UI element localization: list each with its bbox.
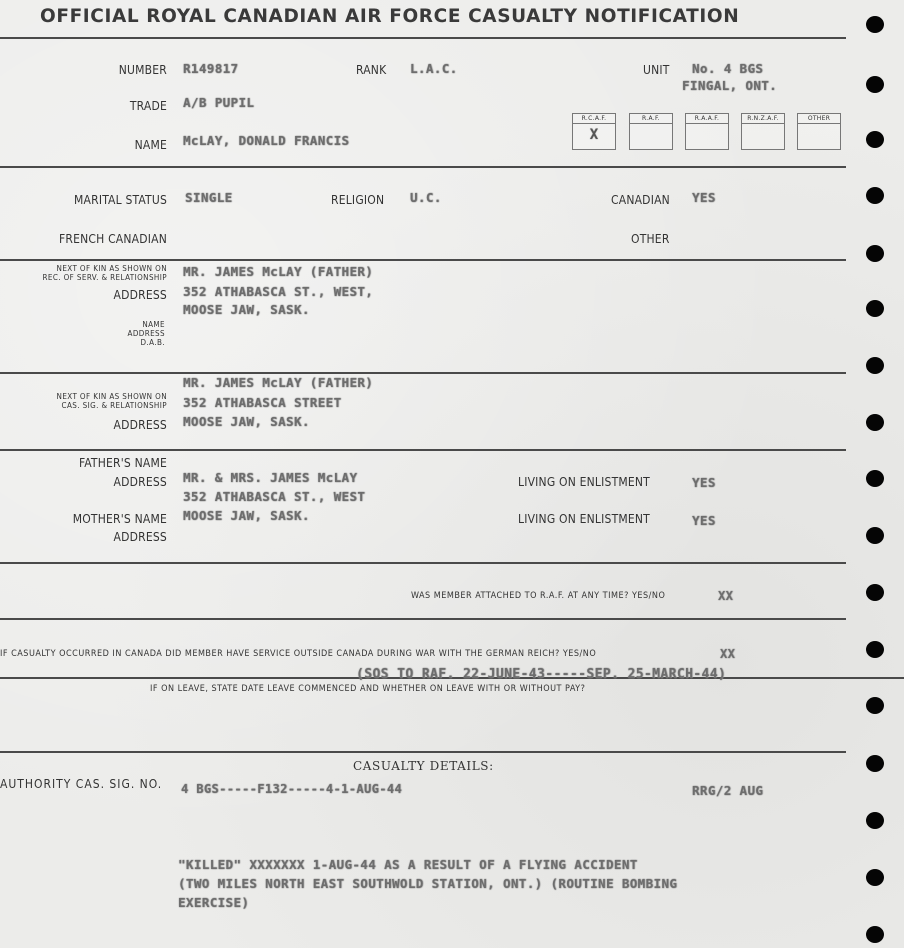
punch-hole [866, 131, 884, 148]
name-value: McLAY, DONALD FRANCIS [183, 133, 350, 148]
canadian-value: YES [692, 190, 716, 205]
authority-value: 4 BGS-----F132-----4-1-AUG-44 [181, 782, 403, 796]
service-outside-note: (SOS TO RAF. 22-JUNE-43-----SEP. 25-MARCH-44) [356, 667, 727, 682]
service-box-rnzaf[interactable] [741, 113, 785, 150]
trade-label: TRADE [129, 99, 167, 113]
divider [0, 37, 846, 39]
service-box-mark: X [589, 127, 599, 143]
dab-label: D.A.B. [140, 338, 165, 347]
parents-value-line2: 352 ATHABASCA ST., WEST [183, 489, 366, 504]
dab-name-label: NAME [142, 320, 165, 329]
service-box-rcaf[interactable] [572, 113, 616, 150]
nok-record-value-line2: 352 ATHABASCA ST., WEST, [183, 284, 374, 299]
service-box-label: R.N.Z.A.F. [742, 114, 784, 124]
unit-label: UNIT [643, 63, 670, 77]
punch-hole [866, 245, 884, 262]
service-outside-mark: XX [720, 647, 736, 661]
punch-hole [866, 869, 884, 886]
number-value: R149817 [183, 61, 239, 76]
divider [0, 751, 846, 753]
service-box-label: R.C.A.F. [573, 114, 615, 124]
authority-label: AUTHORITY CAS. SIG. NO. [0, 777, 163, 791]
punch-hole [866, 926, 884, 943]
father-name-label: FATHER'S NAME [78, 456, 167, 470]
casualty-details-line2: (TWO MILES NORTH EAST SOUTHWOLD STATION, ONT.) (ROUTINE BOMBING [178, 876, 678, 891]
punch-hole [866, 414, 884, 431]
divider [0, 259, 846, 261]
punch-hole [866, 527, 884, 544]
service-box-label: OTHER [798, 114, 840, 124]
nok-cas-sig-value-line3: MOOSE JAW, SASK. [183, 414, 310, 429]
punch-hole [866, 357, 884, 374]
number-label: NUMBER [118, 63, 167, 77]
nok-record-value-line3: MOOSE JAW, SASK. [183, 302, 310, 317]
religion-value: U.C. [410, 190, 442, 205]
service-box-raf[interactable] [629, 113, 673, 150]
marital-status-value: SINGLE [185, 190, 233, 205]
punch-hole [866, 755, 884, 772]
divider [0, 449, 846, 451]
divider [0, 618, 846, 620]
mother-living-value: YES [692, 513, 716, 528]
service-box-label: R.A.A.F. [686, 114, 728, 124]
nok-cas-sig-address-label: ADDRESS [113, 418, 167, 432]
unit-value-line2: FINGAL, ONT. [682, 78, 778, 93]
marital-status-label: MARITAL STATUS [74, 193, 167, 207]
raf-attached-mark: XX [718, 589, 734, 603]
mother-address-label: ADDRESS [113, 530, 167, 544]
punch-hole [866, 16, 884, 33]
rank-label: RANK [356, 63, 387, 77]
casualty-details-line3: EXERCISE) [178, 895, 250, 910]
mother-name-label: MOTHER'S NAME [72, 512, 167, 526]
name-label: NAME [134, 138, 167, 152]
punch-hole [866, 584, 884, 601]
dab-address-label: ADDRESS [127, 329, 165, 338]
nok-cas-sig-value-line1: MR. JAMES McLAY (FATHER) [183, 375, 374, 390]
trade-value: A/B PUPIL [183, 95, 255, 110]
nok-cas-sig-label-line1: NEXT OF KIN AS SHOWN ON [56, 392, 167, 401]
punch-hole [866, 300, 884, 317]
father-living-value: YES [692, 475, 716, 490]
religion-label: RELIGION [331, 193, 385, 207]
nok-record-address-label: ADDRESS [113, 288, 167, 302]
divider [0, 562, 846, 564]
nok-cas-sig-label-line2: CAS. SIG. & RELATIONSHIP [61, 401, 167, 410]
service-outside-question: IF CASUALTY OCCURRED IN CANADA DID MEMBER HAVE SERVICE OUTSIDE CANADA DURING WAR WITH THE GERMAN REICH? YES/NO [0, 649, 597, 659]
canadian-label: CANADIAN [611, 193, 670, 207]
punch-hole [866, 697, 884, 714]
nok-cas-sig-value-line2: 352 ATHABASCA STREET [183, 395, 342, 410]
father-address-label: ADDRESS [113, 475, 167, 489]
parents-value-line1: MR. & MRS. JAMES McLAY [183, 470, 358, 485]
nok-record-value-line1: MR. JAMES McLAY (FATHER) [183, 264, 374, 279]
divider [0, 372, 846, 374]
unit-value-line1: No. 4 BGS [692, 61, 764, 76]
service-box-raaf[interactable] [685, 113, 729, 150]
form-title: OFFICIAL ROYAL CANADIAN AIR FORCE CASUALTY NOTIFICATION [40, 6, 740, 27]
punch-hole [866, 641, 884, 658]
french-canadian-label: FRENCH CANADIAN [58, 232, 167, 246]
casualty-ref-value: RRG/2 AUG [692, 783, 764, 798]
mother-living-label: LIVING ON ENLISTMENT [518, 512, 650, 526]
service-box-other[interactable] [797, 113, 841, 150]
punch-hole [866, 812, 884, 829]
casualty-details-label: CASUALTY DETAILS: [353, 759, 494, 773]
father-living-label: LIVING ON ENLISTMENT [518, 475, 650, 489]
nok-record-label-line1: NEXT OF KIN AS SHOWN ON [56, 264, 167, 273]
raf-attached-question: WAS MEMBER ATTACHED TO R.A.F. AT ANY TIME? YES/NO [411, 591, 666, 601]
casualty-details-line1: "KILLED" XXXXXXX 1-AUG-44 AS A RESULT OF A FLYING ACCIDENT [178, 857, 638, 872]
punch-hole [866, 76, 884, 93]
other-label: OTHER [631, 232, 670, 246]
divider [0, 166, 846, 168]
nok-record-label-line2: REC. OF SERV. & RELATIONSHIP [42, 273, 167, 282]
rank-value: L.A.C. [410, 61, 458, 76]
service-box-label: R.A.F. [630, 114, 672, 124]
parents-value-line3: MOOSE JAW, SASK. [183, 508, 310, 523]
punch-hole [866, 470, 884, 487]
punch-hole [866, 187, 884, 204]
leave-question: IF ON LEAVE, STATE DATE LEAVE COMMENCED AND WHETHER ON LEAVE WITH OR WITHOUT PAY? [150, 684, 586, 694]
